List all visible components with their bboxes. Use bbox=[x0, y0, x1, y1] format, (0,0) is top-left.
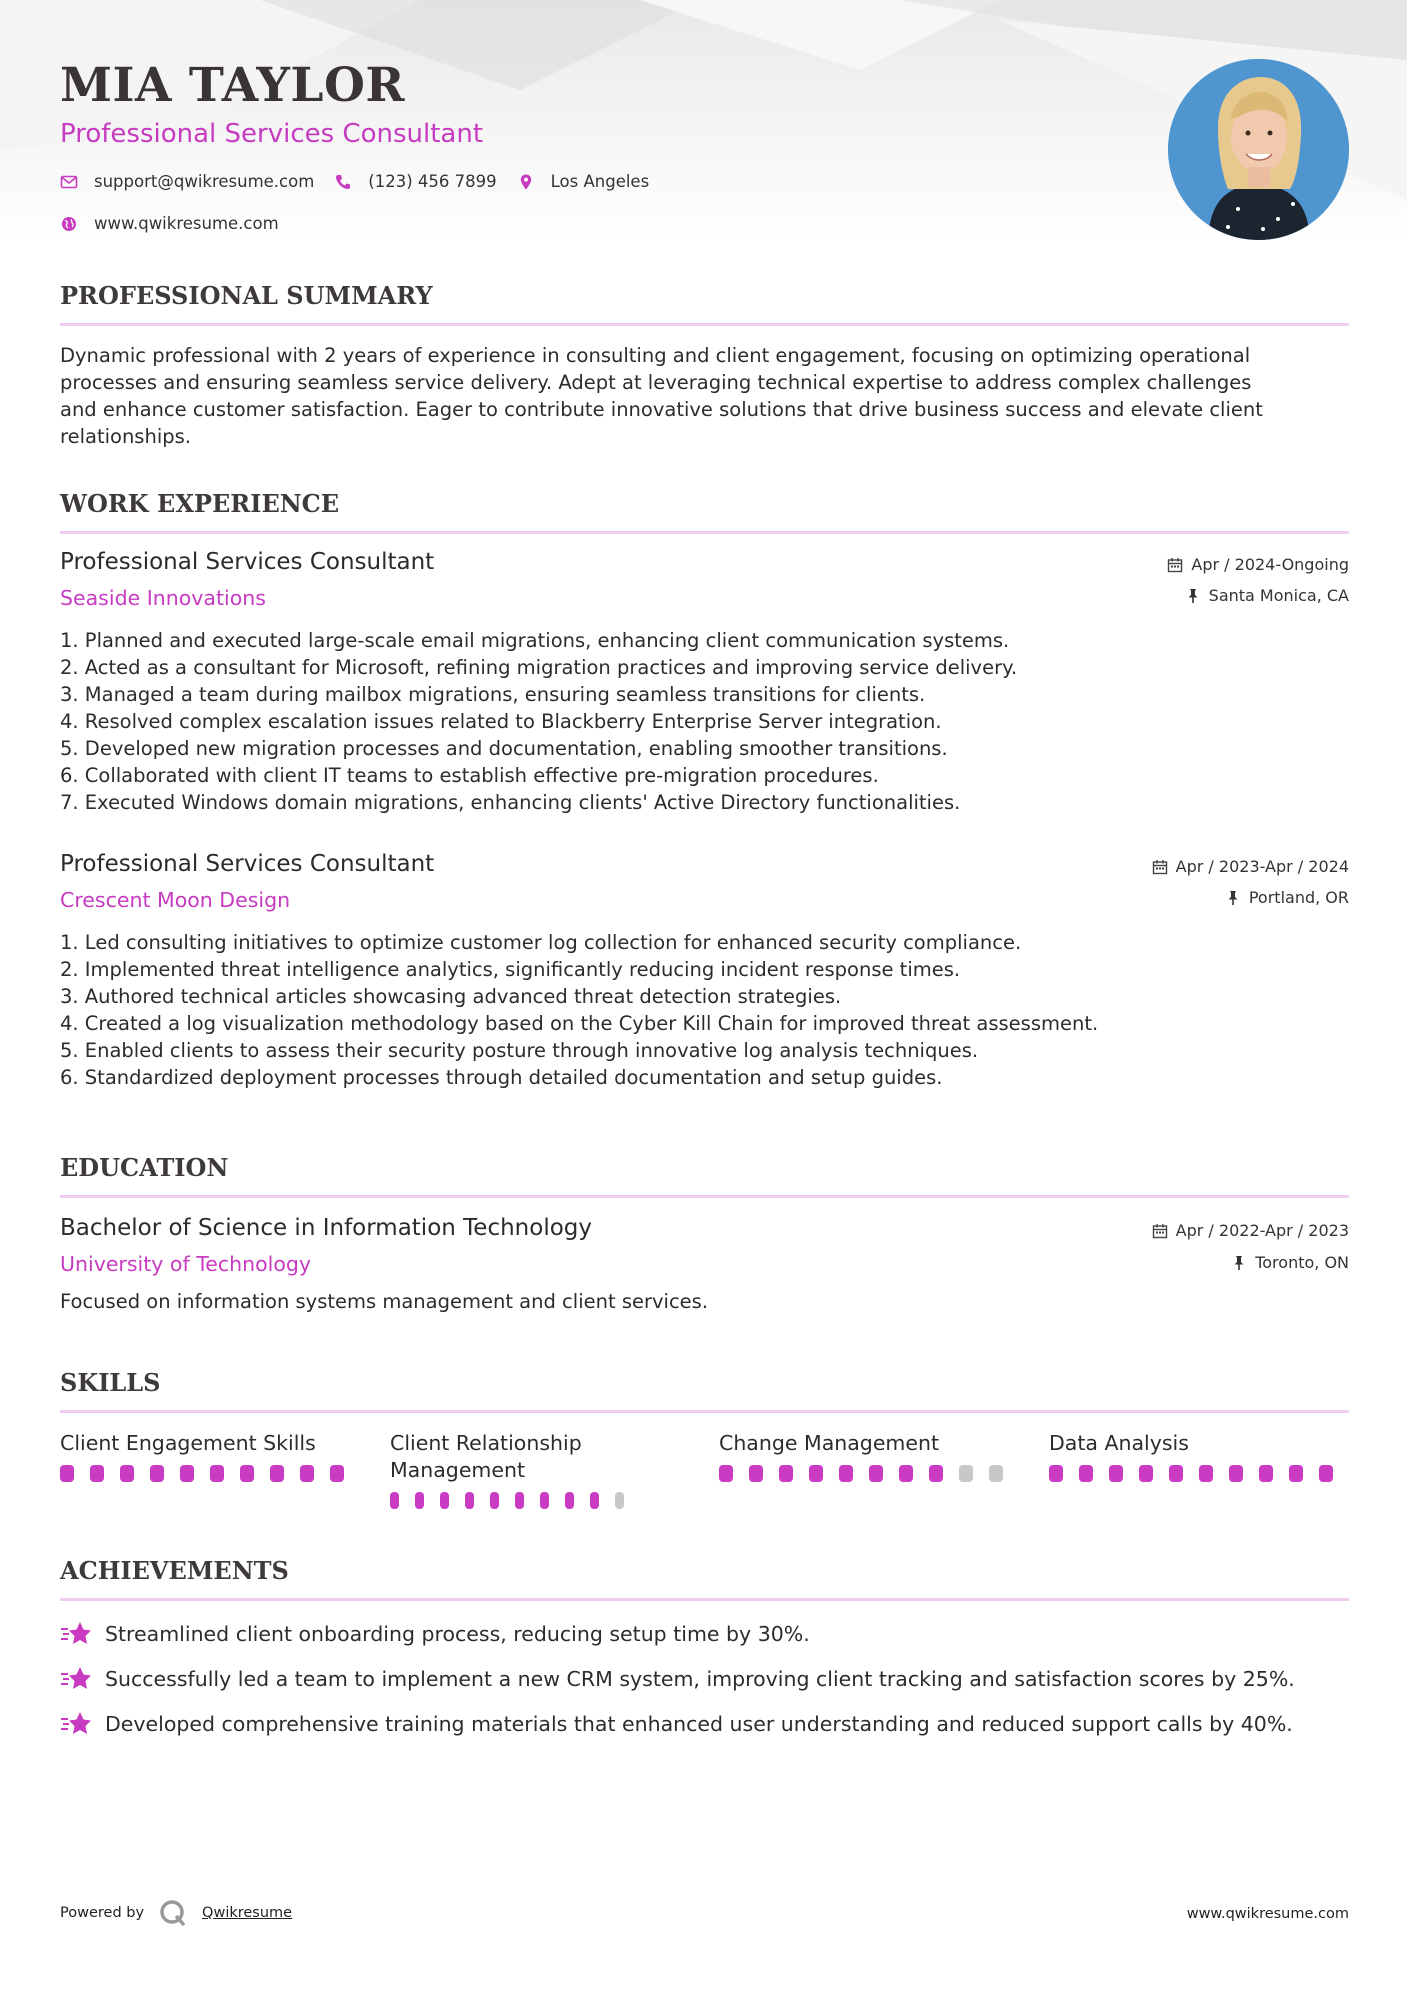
section-divider bbox=[60, 1598, 1349, 1601]
section-divider bbox=[60, 1410, 1349, 1413]
rating-dot-filled bbox=[929, 1465, 943, 1482]
rating-dot-filled bbox=[490, 1492, 499, 1509]
list-item: 2. Acted as a consultant for Microsoft, refining migration practices and improving service delivery. bbox=[60, 656, 1018, 679]
rating-dot-filled bbox=[779, 1465, 793, 1482]
job-responsibilities bbox=[60, 929, 1098, 1091]
school-name: University of Technology bbox=[60, 1252, 312, 1276]
envelope-icon bbox=[60, 173, 78, 191]
rating-dot-filled bbox=[719, 1465, 733, 1482]
rating-dot-filled bbox=[1199, 1465, 1213, 1482]
list-item: 6. Collaborated with client IT teams to establish effective pre-migration procedures. bbox=[60, 764, 879, 787]
section-divider bbox=[60, 531, 1349, 534]
brand-link[interactable]: Qwikresume bbox=[202, 1905, 293, 1921]
skill-item bbox=[719, 1430, 1019, 1482]
list-item: 5. Developed new migration processes and documentation, enabling smoother transitions. bbox=[60, 737, 948, 760]
summary-heading: PROFESSIONAL SUMMARY bbox=[60, 281, 433, 310]
education-location-text: Toronto, ON bbox=[1255, 1253, 1349, 1272]
rating-dot-filled bbox=[1319, 1465, 1333, 1482]
job-company: Crescent Moon Design bbox=[60, 888, 291, 912]
map-pin-icon bbox=[517, 173, 535, 191]
rating-dot-filled bbox=[120, 1465, 134, 1482]
rating-dot-filled bbox=[1079, 1465, 1093, 1482]
education-location bbox=[1231, 1253, 1349, 1272]
rating-dot-filled bbox=[240, 1465, 254, 1482]
education-date-text: Apr / 2022-Apr / 2023 bbox=[1175, 1221, 1349, 1240]
list-item: 7. Executed Windows domain migrations, enhancing clients' Active Directory functionalities. bbox=[60, 791, 961, 814]
pushpin-icon bbox=[1225, 890, 1241, 906]
job-date-text: Apr / 2023-Apr / 2024 bbox=[1175, 857, 1349, 876]
job-location-text: Santa Monica, CA bbox=[1208, 586, 1349, 605]
email-text: support@qwikresume.com bbox=[94, 172, 315, 191]
profile-photo bbox=[1168, 59, 1349, 240]
rating-dot-filled bbox=[749, 1465, 763, 1482]
rating-dot-filled bbox=[60, 1465, 74, 1482]
section-divider bbox=[60, 1195, 1349, 1198]
job-date bbox=[1167, 555, 1349, 574]
pushpin-icon bbox=[1231, 1255, 1247, 1271]
education-section bbox=[60, 1153, 1349, 1198]
summary-text bbox=[60, 342, 1349, 450]
job-location-text: Portland, OR bbox=[1248, 888, 1349, 907]
achievement-item bbox=[60, 1665, 1295, 1693]
rating-dot-filled bbox=[565, 1492, 574, 1509]
list-item: 3. Authored technical articles showcasing advanced threat detection strategies. bbox=[60, 985, 842, 1008]
list-item: 1. Planned and executed large-scale email migrations, enhancing client communication systems. bbox=[60, 629, 1010, 652]
rating-dot-filled bbox=[210, 1465, 224, 1482]
skill-item bbox=[390, 1430, 640, 1509]
rating-dot-empty bbox=[959, 1465, 973, 1482]
rating-dot-filled bbox=[390, 1492, 399, 1509]
rating-dot-filled bbox=[90, 1465, 104, 1482]
skill-rating bbox=[390, 1492, 640, 1509]
rating-dot-filled bbox=[1139, 1465, 1153, 1482]
list-item: 6. Standardized deployment processes through detailed documentation and setup guides. bbox=[60, 1066, 943, 1089]
experience-section bbox=[60, 489, 1349, 534]
rating-dot-filled bbox=[515, 1492, 524, 1509]
list-item: 4. Resolved complex escalation issues related to Blackberry Enterprise Server integration. bbox=[60, 710, 942, 733]
skill-rating bbox=[1049, 1465, 1349, 1482]
achievements-section bbox=[60, 1556, 1349, 1601]
rating-dot-filled bbox=[415, 1492, 424, 1509]
rating-dot-filled bbox=[1109, 1465, 1123, 1482]
calendar-icon bbox=[1152, 1223, 1168, 1239]
globe-icon bbox=[60, 215, 78, 233]
candidate-name: MIA TAYLOR bbox=[60, 58, 405, 113]
rating-dot-empty bbox=[615, 1492, 624, 1509]
phone-icon bbox=[334, 173, 352, 191]
achievement-text: Developed comprehensive training materials that enhanced user understanding and reduced support calls by 40%. bbox=[105, 1712, 1293, 1736]
summary-line: and enhance customer satisfaction. Eager to contribute innovative solutions that drive business success and elevate client bbox=[60, 398, 1263, 421]
education-date bbox=[1152, 1221, 1349, 1240]
job-location bbox=[1185, 586, 1349, 605]
skill-rating bbox=[719, 1465, 1019, 1482]
rating-dot-filled bbox=[590, 1492, 599, 1509]
contact-website[interactable] bbox=[60, 214, 279, 233]
phone-text: (123) 456 7899 bbox=[368, 172, 497, 191]
contact-phone[interactable] bbox=[334, 172, 496, 191]
rating-dot-filled bbox=[1169, 1465, 1183, 1482]
skill-name: Data Analysis bbox=[1049, 1431, 1189, 1455]
star-icon bbox=[60, 1710, 92, 1738]
skill-name: Change Management bbox=[719, 1431, 940, 1455]
rating-dot-filled bbox=[540, 1492, 549, 1509]
rating-dot-filled bbox=[330, 1465, 344, 1482]
summary-line: processes and ensuring seamless service delivery. Adept at leveraging technical expertise to address complex challenges bbox=[60, 371, 1252, 394]
skill-item bbox=[60, 1430, 360, 1482]
list-item: 5. Enabled clients to assess their security posture through innovative log analysis techniques. bbox=[60, 1039, 979, 1062]
job-date bbox=[1152, 857, 1349, 876]
achievement-text: Successfully led a team to implement a new CRM system, improving client tracking and satisfaction scores by 25%. bbox=[105, 1667, 1295, 1691]
job-responsibilities bbox=[60, 627, 1017, 816]
footer-powered-by bbox=[60, 1898, 292, 1928]
rating-dot-filled bbox=[1229, 1465, 1243, 1482]
star-icon bbox=[60, 1665, 92, 1693]
summary-line: relationships. bbox=[60, 425, 191, 448]
achievement-text: Streamlined client onboarding process, reducing setup time by 30%. bbox=[105, 1622, 810, 1646]
section-divider bbox=[60, 323, 1349, 326]
skill-name: Client Engagement Skills bbox=[60, 1431, 316, 1455]
calendar-icon bbox=[1167, 557, 1183, 573]
rating-dot-filled bbox=[869, 1465, 883, 1482]
skill-name: Client Relationship Management bbox=[390, 1431, 582, 1482]
rating-dot-filled bbox=[300, 1465, 314, 1482]
achievement-item bbox=[60, 1620, 810, 1648]
skill-item bbox=[1049, 1430, 1349, 1482]
job-title: Professional Services Consultant bbox=[60, 549, 435, 575]
skill-rating bbox=[60, 1465, 360, 1482]
list-item: 4. Created a log visualization methodology based on the Cyber Kill Chain for improved threat assessment. bbox=[60, 1012, 1099, 1035]
footer-url[interactable]: www.qwikresume.com bbox=[1186, 1906, 1349, 1922]
calendar-icon bbox=[1152, 859, 1168, 875]
list-item: 1. Led consulting initiatives to optimize customer log collection for enhanced security compliance. bbox=[60, 931, 1022, 954]
job-title: Professional Services Consultant bbox=[60, 851, 435, 877]
website-text: www.qwikresume.com bbox=[94, 214, 279, 233]
rating-dot-filled bbox=[1049, 1465, 1063, 1482]
rating-dot-filled bbox=[839, 1465, 853, 1482]
summary-section bbox=[60, 281, 1349, 450]
rating-dot-filled bbox=[180, 1465, 194, 1482]
rating-dot-filled bbox=[465, 1492, 474, 1509]
job-company: Seaside Innovations bbox=[60, 586, 266, 610]
job-location bbox=[1225, 888, 1349, 907]
rating-dot-filled bbox=[150, 1465, 164, 1482]
rating-dot-filled bbox=[440, 1492, 449, 1509]
education-description: Focused on information systems management and client services. bbox=[60, 1290, 709, 1313]
location-text: Los Angeles bbox=[550, 172, 650, 191]
achievement-item bbox=[60, 1710, 1293, 1738]
summary-line: Dynamic professional with 2 years of experience in consulting and client engagement, focusing on optimizing operational bbox=[60, 344, 1251, 367]
rating-dot-empty bbox=[989, 1465, 1003, 1482]
skills-heading: SKILLS bbox=[60, 1368, 161, 1397]
contact-location bbox=[517, 172, 650, 191]
list-item: 2. Implemented threat intelligence analytics, significantly reducing incident response times. bbox=[60, 958, 961, 981]
rating-dot-filled bbox=[809, 1465, 823, 1482]
skills-section bbox=[60, 1368, 1349, 1413]
degree-title: Bachelor of Science in Information Technology bbox=[60, 1215, 592, 1241]
star-icon bbox=[60, 1620, 92, 1648]
education-heading: EDUCATION bbox=[60, 1153, 229, 1182]
candidate-title: Professional Services Consultant bbox=[60, 119, 484, 149]
rating-dot-filled bbox=[1289, 1465, 1303, 1482]
rating-dot-filled bbox=[270, 1465, 284, 1482]
achievements-heading: ACHIEVEMENTS bbox=[60, 1556, 289, 1585]
list-item: 3. Managed a team during mailbox migrations, ensuring seamless transitions for clients. bbox=[60, 683, 926, 706]
contact-row-secondary bbox=[60, 214, 299, 233]
qwikresume-logo-icon bbox=[158, 1898, 188, 1928]
job-date-text: Apr / 2024-Ongoing bbox=[1191, 555, 1349, 574]
pushpin-icon bbox=[1185, 588, 1201, 604]
experience-heading: WORK EXPERIENCE bbox=[60, 489, 340, 518]
rating-dot-filled bbox=[1259, 1465, 1273, 1482]
rating-dot-filled bbox=[899, 1465, 913, 1482]
powered-by-label: Powered by bbox=[60, 1905, 145, 1921]
contact-row-primary bbox=[60, 172, 669, 191]
contact-email[interactable] bbox=[60, 172, 314, 191]
